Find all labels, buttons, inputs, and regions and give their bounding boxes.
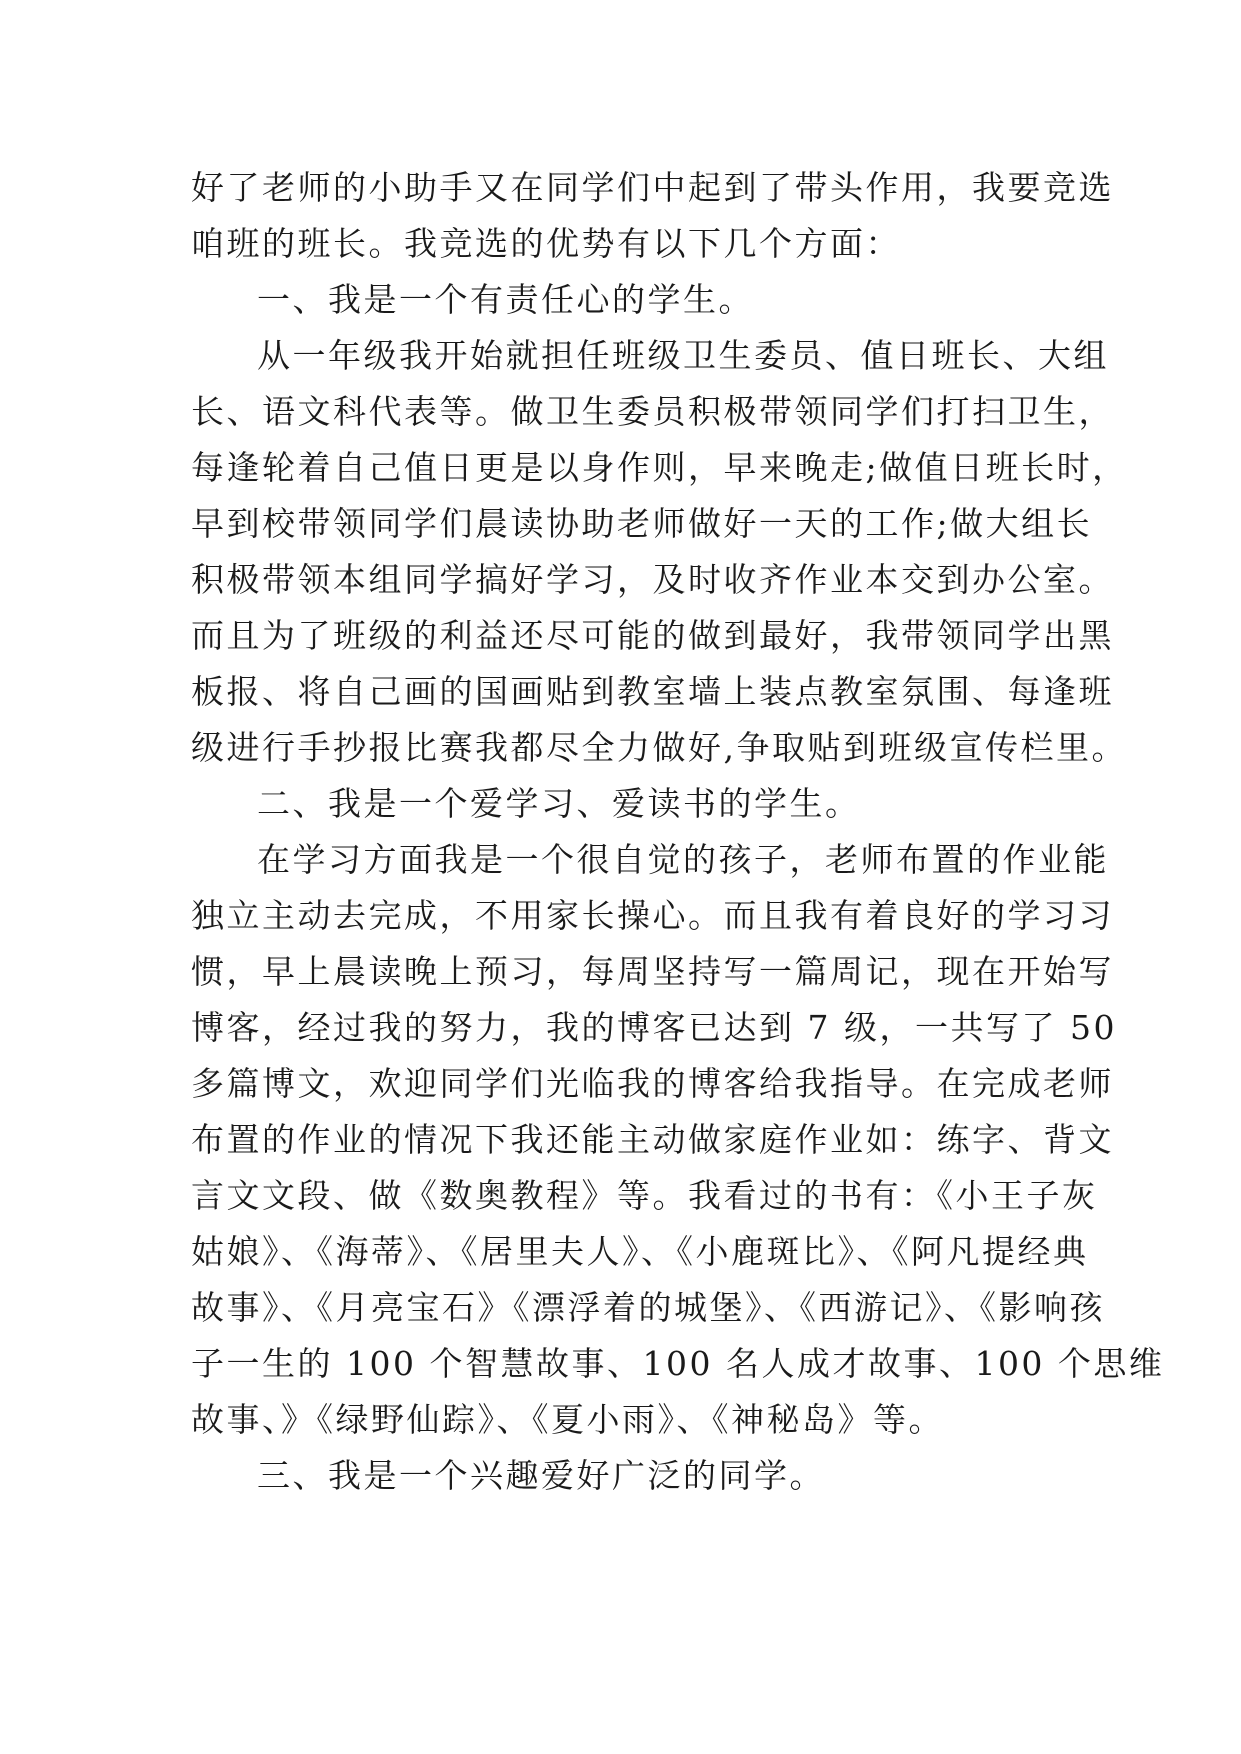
text-line: 姑娘》、《海蒂》、《居里夫人》、《小鹿斑比》、《阿凡提经典 — [191, 1232, 1089, 1271]
text-line: 子一生的 100 个智慧故事、100 名人成才故事、100 个思维 — [191, 1344, 1165, 1383]
text-line: 多篇博文，欢迎同学们光临我的博客给我指导。在完成老师 — [191, 1064, 1114, 1103]
document-body — [191, 160, 1165, 1504]
text-line: 级进行手抄报比赛我都尽全力做好,争取贴到班级宣传栏里。 — [191, 728, 1127, 767]
section-heading-2: 二、我是一个爱学习、爱读书的学生。 — [257, 784, 861, 823]
text-line: 长、语文科代表等。做卫生委员积极带领同学们打扫卫生， — [191, 392, 1114, 431]
text-line: 故事、》《绿野仙踪》、《夏小雨》、《神秘岛》等。 — [191, 1400, 944, 1439]
text-line: 板报、将自己画的国画贴到教室墙上装点教室氛围、每逢班 — [191, 672, 1114, 711]
text-line: 从一年级我开始就担任班级卫生委员、值日班长、大组 — [257, 336, 1109, 375]
text-line: 而且为了班级的利益还尽可能的做到最好，我带领同学出黑 — [191, 616, 1114, 655]
text-line: 咱班的班长。我竞选的优势有以下几个方面： — [191, 224, 901, 263]
text-line: 布置的作业的情况下我还能主动做家庭作业如：练字、背文 — [191, 1120, 1114, 1159]
text-line: 言文文段、做《数奥教程》等。我看过的书有：《小王子灰 — [191, 1176, 1098, 1215]
section-heading-3: 三、我是一个兴趣爱好广泛的同学。 — [257, 1456, 825, 1495]
text-line: 博客，经过我的努力，我的博客已达到 7 级，一共写了 50 — [191, 1008, 1117, 1047]
text-line: 在学习方面我是一个很自觉的孩子，老师布置的作业能 — [257, 840, 1109, 879]
text-line: 惯，早上晨读晚上预习，每周坚持写一篇周记，现在开始写 — [191, 952, 1114, 991]
text-line: 早到校带领同学们晨读协助老师做好一天的工作;做大组长 — [191, 504, 1093, 543]
section-heading-1: 一、我是一个有责任心的学生。 — [257, 280, 754, 319]
text-line: 好了老师的小助手又在同学们中起到了带头作用，我要竞选 — [191, 168, 1114, 207]
text-line: 故事》、《月亮宝石》《漂浮着的城堡》、《西游记》、《影响孩 — [191, 1288, 1105, 1327]
text-line: 积极带领本组同学搞好学习，及时收齐作业本交到办公室。 — [191, 560, 1114, 599]
text-line: 独立主动去完成，不用家长操心。而且我有着良好的学习习 — [191, 896, 1114, 935]
text-line: 每逢轮着自己值日更是以身作则，早来晚走;做值日班长时， — [191, 448, 1128, 487]
